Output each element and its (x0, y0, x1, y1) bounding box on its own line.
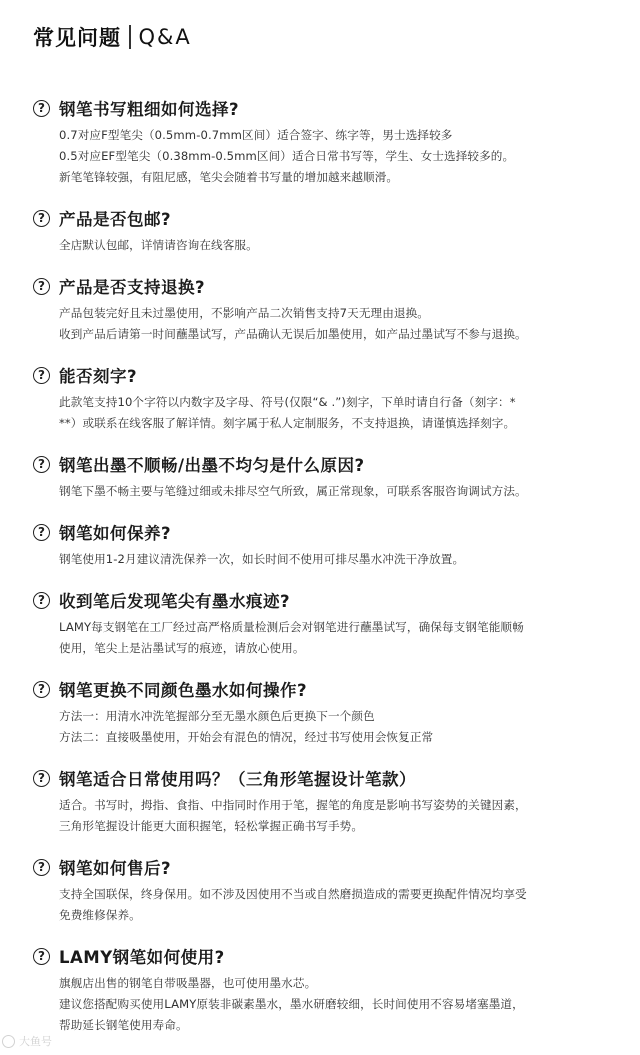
faq-answer (33, 481, 623, 502)
faq-question-row (33, 588, 623, 612)
question-mark-icon: ? (33, 681, 50, 698)
faq-answer-line: 产品包装完好且未过墨使用，不影响产品二次销售支持7天无理由退换。 (59, 306, 429, 320)
faq-question: 钢笔书写粗细如何选择? (59, 100, 240, 119)
faq-answer (33, 973, 623, 1036)
faq-answer (33, 795, 623, 837)
title-divider (129, 25, 131, 49)
faq-item (33, 206, 623, 256)
faq-answer-line: 钢笔下墨不畅主要与笔缝过细或未排尽空气所致，属正常现象，可联系客服咨询调试方法。 (59, 484, 527, 498)
faq-answer-line: 建议您搭配购买使用LAMY原装非碳素墨水，墨水研磨较细，长时间使用不容易堵塞墨道， (59, 997, 524, 1011)
faq-question-row (33, 944, 623, 968)
faq-answer-line: 收到产品后请第一时间蘸墨试写，产品确认无误后加墨使用，如产品过墨试写不参与退换。 (59, 327, 527, 341)
faq-question-row (33, 206, 623, 230)
faq-question-row (33, 96, 623, 120)
faq-question: 钢笔如何售后? (59, 859, 172, 878)
page-subtitle: Q&A (138, 25, 192, 49)
faq-answer (33, 125, 623, 188)
faq-question: LAMY钢笔如何使用? (59, 948, 225, 967)
page-title: 常见问题 (33, 26, 121, 50)
faq-question-row (33, 520, 623, 544)
faq-answer (33, 617, 623, 659)
question-mark-icon: ? (33, 524, 50, 541)
question-mark-icon: ? (33, 278, 50, 295)
question-mark-icon: ? (33, 367, 50, 384)
faq-list (33, 96, 623, 1054)
faq-answer-line: 0.7对应F型笔尖（0.5mm-0.7mm区间）适合签字、练字等，男士选择较多 (59, 128, 453, 142)
faq-question: 钢笔适合日常使用吗？（三角形笔握设计笔款） (59, 770, 416, 789)
faq-answer-line: LAMY每支钢笔在工厂经过高严格质量检测后会对钢笔进行蘸墨试写，确保每支钢笔能顺畅 (59, 620, 524, 634)
faq-item (33, 855, 623, 926)
faq-question: 收到笔后发现笔尖有墨水痕迹? (59, 592, 291, 611)
faq-question: 钢笔如何保养? (59, 524, 172, 543)
question-mark-icon: ? (33, 592, 50, 609)
faq-answer-line: 全店默认包邮，详情请咨询在线客服。 (59, 238, 258, 252)
faq-answer-line: 使用，笔尖上是沾墨试写的痕迹，请放心使用。 (59, 641, 305, 655)
faq-answer-line: 三角形笔握设计能更大面积握笔，轻松掌握正确书写手势。 (59, 819, 364, 833)
faq-question-row (33, 363, 623, 387)
question-mark-icon: ? (33, 100, 50, 117)
faq-question: 钢笔出墨不顺畅/出墨不均匀是什么原因? (59, 456, 365, 475)
question-mark-icon: ? (33, 770, 50, 787)
faq-answer-line: 方法一：用清水冲洗笔握部分至无墨水颜色后更换下一个颜色 (59, 709, 375, 723)
faq-answer-line: 钢笔使用1-2月建议清洗保养一次，如长时间不使用可排尽墨水冲洗干净放置。 (59, 552, 465, 566)
faq-question-row (33, 274, 623, 298)
faq-question-row (33, 855, 623, 879)
faq-item (33, 520, 623, 570)
faq-answer (33, 884, 623, 926)
faq-item (33, 677, 623, 748)
faq-answer-line: 旗舰店出售的钢笔自带吸墨器，也可使用墨水芯。 (59, 976, 317, 990)
question-mark-icon: ? (33, 456, 50, 473)
watermark (2, 1033, 52, 1049)
watermark-text: 大鱼号 (19, 1035, 52, 1048)
faq-item (33, 96, 623, 188)
faq-question: 产品是否包邮? (59, 210, 172, 229)
faq-answer-line: 帮助延长钢笔使用寿命。 (59, 1018, 188, 1032)
faq-answer (33, 235, 623, 256)
faq-answer-line: 适合。书写时，拇指、食指、中指同时作用于笔，握笔的角度是影响书写姿势的关键因素， (59, 798, 527, 812)
page-header (33, 22, 192, 52)
watermark-logo-icon (2, 1035, 15, 1048)
faq-question-row (33, 677, 623, 701)
faq-item (33, 944, 623, 1036)
faq-answer-line: **）或联系在线客服了解详情。刻字属于私人定制服务，不支持退换，请谨慎选择刻字。 (59, 416, 516, 430)
faq-answer-line: 此款笔支持10个字符以内数字及字母、符号(仅限“& .”)刻字，下单时请自行备（刻字：* (59, 395, 516, 409)
faq-answer-line: 免费维修保养。 (59, 908, 141, 922)
faq-item (33, 452, 623, 502)
faq-question: 产品是否支持退换? (59, 278, 206, 297)
faq-answer (33, 303, 623, 345)
faq-answer-line: 0.5对应EF型笔尖（0.38mm-0.5mm区间）适合日常书写等，学生、女士选择较多的。 (59, 149, 515, 163)
faq-answer-line: 新笔笔锋较强，有阻尼感，笔尖会随着书写量的增加越来越顺滑。 (59, 170, 399, 184)
faq-answer-line: 方法二：直接吸墨使用，开始会有混色的情况，经过书写使用会恢复正常 (59, 730, 434, 744)
faq-question-row (33, 452, 623, 476)
faq-question-row (33, 766, 623, 790)
faq-answer-line: 支持全国联保，终身保用。如不涉及因使用不当或自然磨损造成的需要更换配件情况均享受 (59, 887, 527, 901)
faq-question: 能否刻字? (59, 367, 138, 386)
faq-item (33, 363, 623, 434)
faq-item (33, 766, 623, 837)
faq-item (33, 274, 623, 345)
question-mark-icon: ? (33, 859, 50, 876)
faq-answer (33, 549, 623, 570)
faq-question: 钢笔更换不同颜色墨水如何操作? (59, 681, 308, 700)
question-mark-icon: ? (33, 948, 50, 965)
faq-item (33, 588, 623, 659)
faq-answer (33, 392, 623, 434)
question-mark-icon: ? (33, 210, 50, 227)
faq-answer (33, 706, 623, 748)
